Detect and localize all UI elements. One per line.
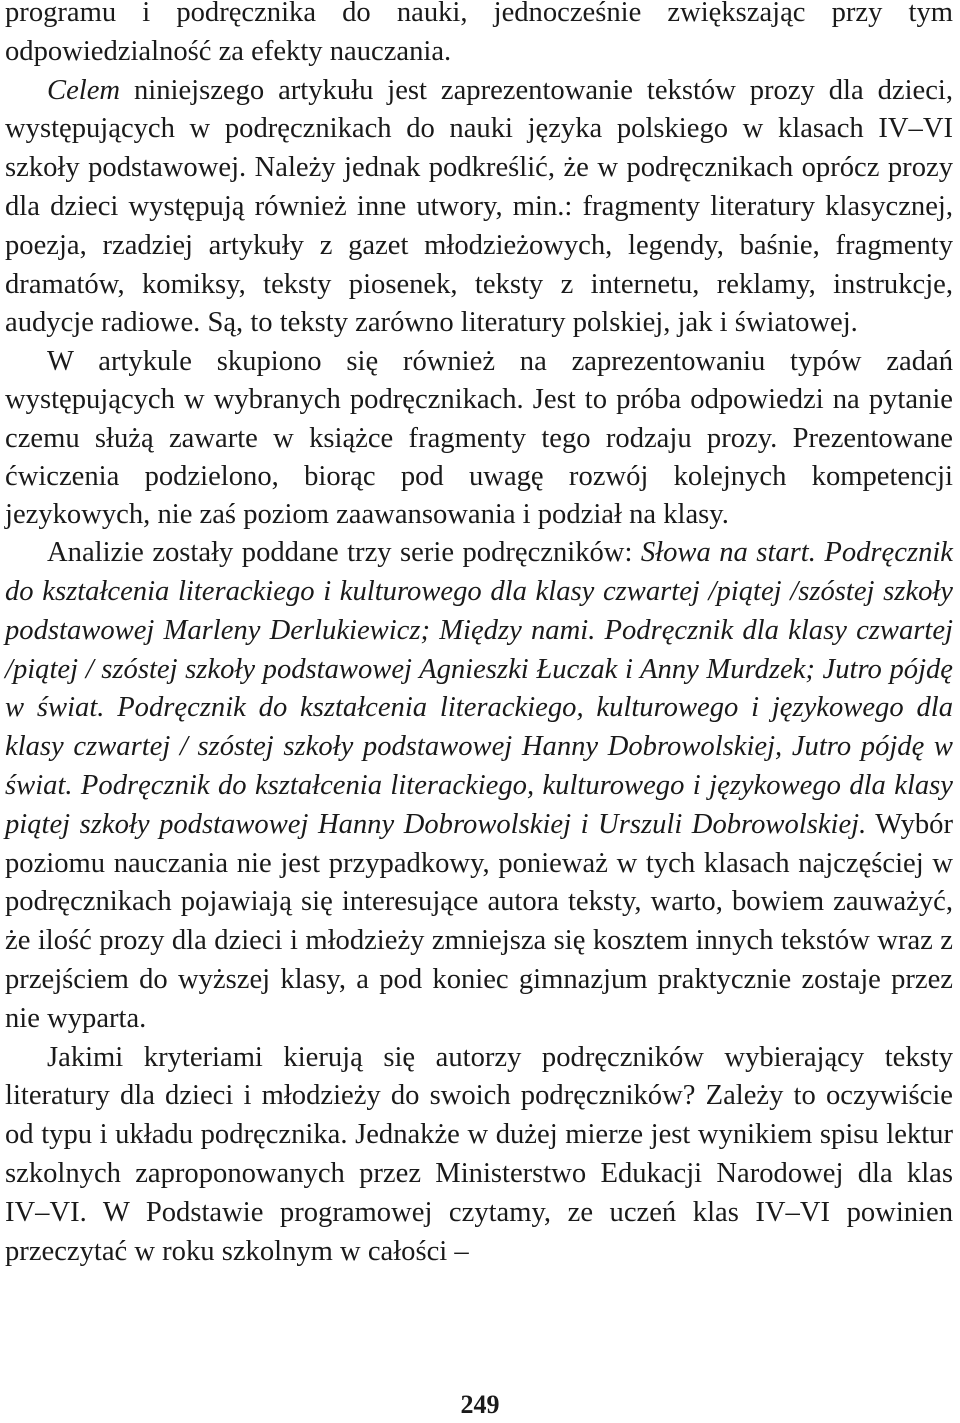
paragraph-1 (5, 0, 953, 72)
body-text (5, 0, 953, 1271)
paragraph-4 (5, 534, 953, 1038)
paragraph-2 (5, 72, 953, 344)
italic-run: Słowa na start. Podręcznik do kształcenia literackiego i kulturowego dla klasy czwartej /piątej /szóstej szkoły podstawowej Marleny Derlukiewicz; Między nami. Podręcznik dla klasy czwartej /piątej / szóstej szkoły podstawowej Agnieszki Łuczak i Anny Murdzek; Jutro pójdę w świat. Podręcznik do kształcenia literackiego, kulturowego i językowego dla klasy czwartej / szóstej szkoły podstawowej Hanny Dobrowolskiej, Jutro pójdę w świat. Podręcznik do kształcenia literackiego, kulturowego i językowego dla klasy piątej szkoły podstawowej Hanny Dobrowolskiej i Urszuli Dobrowolskiej. (5, 537, 953, 840)
text-run: programu i podręcznika do nauki, jednocześnie zwiększając przy tym odpowiedzialność za efekty nauczania. (5, 0, 953, 67)
text-run: W artykule skupiono się również na zaprezentowaniu typów zadań występujących w wybranych podręcznikach. Jest to próba odpowiedzi na pytanie czemu służą zawarte w książce fragmenty tego rodzaju prozy. Prezentowane ćwiczenia podzielono, biorąc pod uwagę rozwój kolejnych kompetencji jezykowych, nie zaś poziom zaawansowania i podział na klasy. (5, 346, 953, 530)
text-run: Wybór poziomu nauczania nie jest przypadkowy, ponieważ w tych klasach najczęściej w podręcznikach pojawiają się interesujące autora teksty, warto, bowiem zauważyć, że ilość prozy dla dzieci i młodzieży zmniejsza się kosztem innych tekstów wraz z przejściem do wyższej klasy, a pod koniec gimnazjum praktycznie zostaje przez nie wyparta. (5, 808, 953, 1034)
page-number: 249 (460, 1390, 500, 1419)
paragraph-3 (5, 343, 953, 534)
paragraph-5 (5, 1039, 953, 1272)
italic-run: Celem (47, 74, 121, 106)
text-run: Jakimi kryteriami kierują się autorzy podręczników wybierający teksty literatury dla dzieci i młodzieży do swoich podręczników? Zależy to oczywiście od typu i układu podręcznika. Jednakże w dużej mierze jest wynikiem spisu lektur szkolnych zaproponowanych przez Ministerstwo Edukacji Narodowej dla klas IV–VI. W Podstawie programowej czytamy, ze uczeń klas IV–VI powinien przeczytać w roku szkolnym w całości – (5, 1041, 953, 1267)
text-run: Analizie zostały poddane trzy serie podręczników: (47, 537, 641, 569)
text-run: niniejszego artykułu jest zaprezentowanie tekstów prozy dla dzieci, występujących w podręcznikach do nauki języka polskiego w klasach IV–VI szkoły podstawowej. Należy jednak podkreślić, że w podręcznikach oprócz prozy dla dzieci występują również inne utwory, min.: fragmenty literatury klasycznej, poezja, rzadziej artykuły z gazet młodzieżowych, legendy, baśnie, fragmenty dramatów, komiksy, teksty piosenek, teksty z internetu, reklamy, instrukcje, audycje radiowe. Są, to teksty zarówno literatury polskiej, jak i światowej. (5, 74, 953, 339)
